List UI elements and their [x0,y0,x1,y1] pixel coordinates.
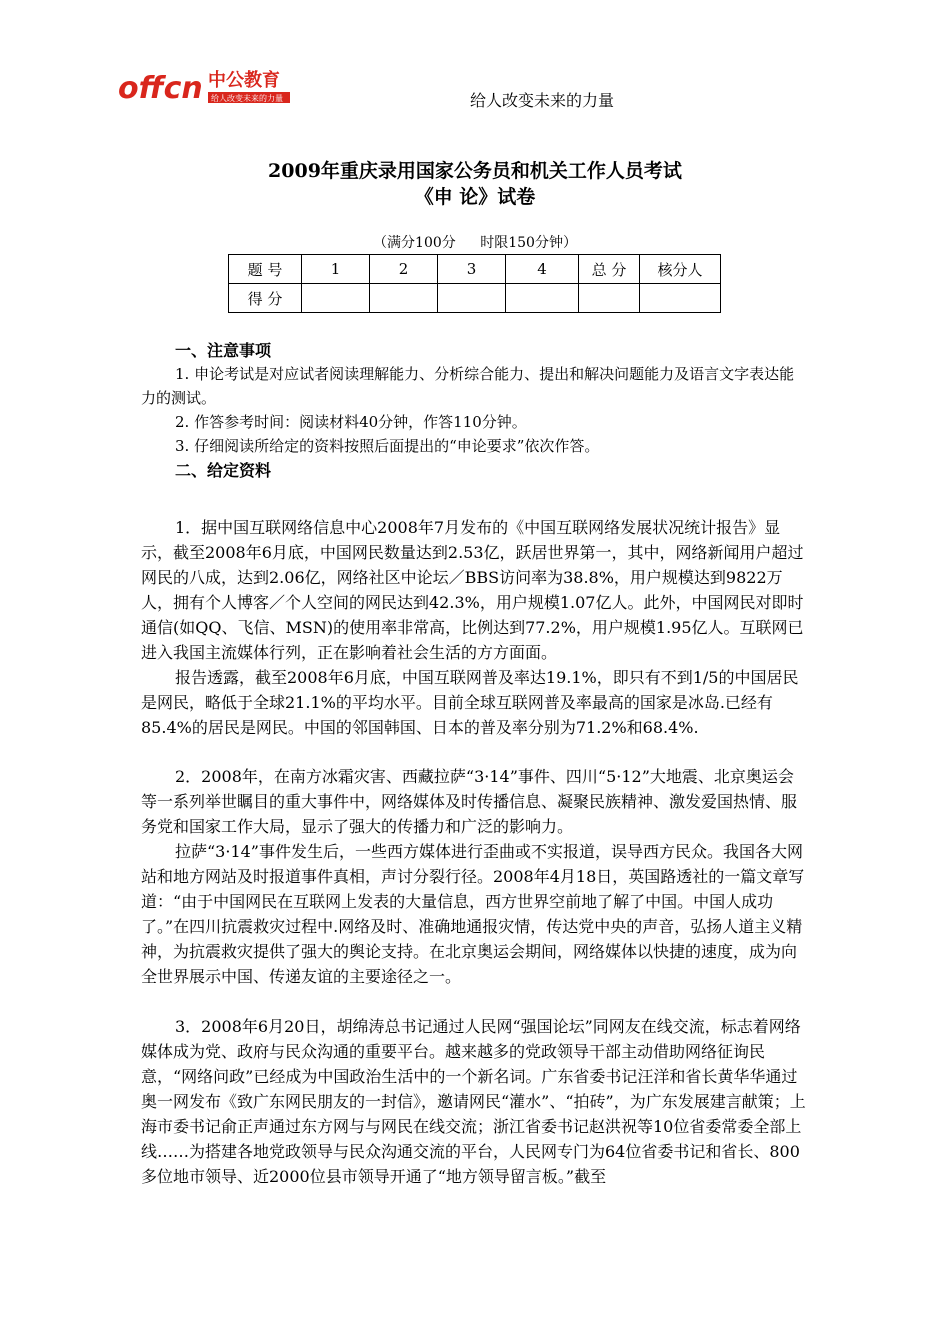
material-paragraph: 报告透露，截至2008年6月底，中国互联网普及率达19.1%，即只有不到1/5的中国居民是网民，略低于全球21.1%的平均水平。目前全球互联网普及率最高的国家是冰岛.已经有85.4%的居民是网民。中国的邻国韩国、日本的普及率分别为71.2%和68.4%. [141,668,799,737]
score-table-score-row [229,284,721,313]
material-paragraph: 拉萨“3·14”事件发生后，一些西方媒体进行歪曲或不实报道，误导西方民众。我国各大网站和地方网站及时报道事件真相，声讨分裂行径。2008年4月18日，英国路透社的一篇文章写道：“由于中国网民在互联网上发表的大量信息，西方世界空前地了解了中国。中国人成功了。”在四川抗震救灾过程中.网络及时、准确地通报灾情，传达党中央的声音，弘扬人道主义精神，为抗震救灾提供了强大的舆论支持。在北京奥运会期间，网络媒体以快捷的速度，成为向全世界展示中国、传递友谊的主要途径之一。 [141,842,805,986]
exam-info [0,232,950,252]
score-input-cell [579,284,640,313]
time-limit: 时限150分钟） [480,235,577,251]
material-paragraph: 1．据中国互联网络信息中心2008年7月发布的《中国互联网络发展状况统计报告》显示，截至2008年6月底，中国网民数量达到2.53亿，跃居世界第一，其中，网络新闻用户超过网民的八成，达到2.06亿，网络社区中论坛／BBS访问率为38.8%，用户规模达到9822万人，拥有个人博客／个人空间的网民达到42.3%，用户规模1.07亿人。此外，中国网民对即时通信(如QQ、飞信、MSN)的使用率非常高，比例达到77.2%，用户规模1.95亿人。互联网已进入我国主流媒体行列，正在影响着社会生活的方方面面。 [141,518,804,662]
score-input-cell [640,284,721,313]
table-cell: 3 [438,255,506,284]
material-paragraph: 3．2008年6月20日，胡绵涛总书记通过人民网“强国论坛”同网友在线交流，标志着网络媒体成为党、政府与民众沟通的重要平台。越来越多的党政领导干部主动借助网络征询民意，“网络问政”已经成为中国政治生活中的一个新名词。广东省委书记汪洋和省长黄华华通过奥一网发布《致广东网民朋友的一封信》，邀请网民“灌水”、“拍砖”，为广东发展建言献策；上海市委书记俞正声通过东方网与与网民在线交流；浙江省委书记赵洪祝等10位省委常委全部上线……为搭建各地党政领导与民众沟通交流的平台，人民网专门为64位省委书记和省长、800多位地市领导、近2000位县市领导开通了“地方领导留言板。”截至 [141,1017,806,1186]
table-cell: 4 [506,255,579,284]
table-cell: 1 [302,255,370,284]
score-input-cell [302,284,370,313]
table-cell: 总 分 [579,255,640,284]
offcn-logo [118,68,293,108]
note-item: 1. 申论考试是对应试者阅读理解能力、分析综合能力、提出和解决问题能力及语言文字表达能力的测试。 [141,365,795,407]
table-cell: 核分人 [640,255,721,284]
section-materials-2 [141,764,809,989]
material-paragraph: 2．2008年，在南方冰霜灾害、西藏拉萨“3·14”事件、四川“5·12”大地震、北京奥运会等一系列举世瞩目的重大事件中，网络媒体及时传播信息、凝聚民族精神、激发爱国热情、服务党和国家工作大局，显示了强大的传播力和广泛的影响力。 [141,767,798,836]
section-heading: 一、注意事项 [175,341,272,360]
score-input-cell [506,284,579,313]
table-cell: 题 号 [229,255,302,284]
full-score: （满分100分 [373,235,456,251]
logo-brand: 中公教育 [208,70,280,91]
logo-text: offcn [118,71,203,106]
header-slogan: 给人改变未来的力量 [470,91,615,110]
section-materials-3 [141,1014,809,1189]
section-heading: 二、给定资料 [175,461,272,480]
table-cell: 得 分 [229,284,302,313]
note-item: 2. 作答参考时间：阅读材料40分钟，作答110分钟。 [175,413,527,431]
logo-tagline: 给人改变未来的力量 [211,94,283,103]
score-input-cell [438,284,506,313]
note-item: 3. 仔细阅读所给定的资料按照后面提出的“申论要求”依次作答。 [175,437,600,455]
exam-title: 2009年重庆录用国家公务员和机关工作人员考试 [268,160,682,182]
table-cell: 2 [370,255,438,284]
section-materials [141,515,809,740]
section-notes [141,340,809,484]
score-input-cell [370,284,438,313]
score-table-header-row [229,255,721,284]
exam-subtitle: 《申 论》试卷 [414,186,536,208]
score-table [228,254,721,313]
